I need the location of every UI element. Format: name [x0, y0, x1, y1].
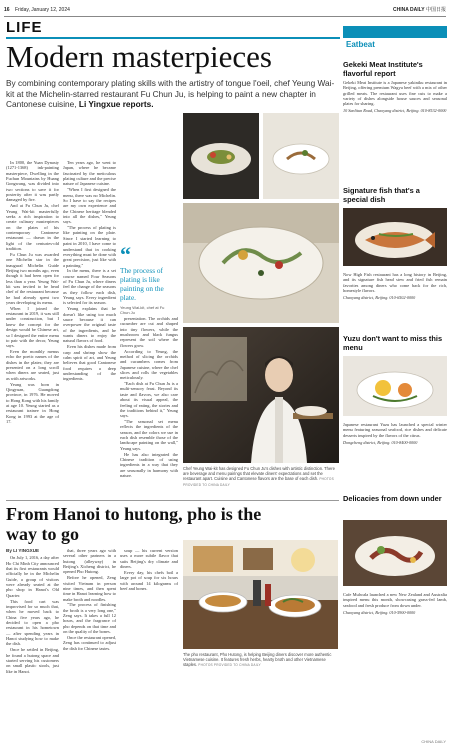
sidebar-item-address: Chaoyang district, Beijing. 010-5900-0000: [343, 609, 416, 615]
sidebar-item-title: Yuzu don't want to miss this menu: [343, 334, 443, 352]
sidebar-item-body: Gekeki Meat Institute is a Japanese yakiniku restaurant in Beijing, offering premium Wagyu beef with a mix of other grilled meats. The restaurant uses fine cuts to make a variety of dishes alongside house sauces and seasonal plates for sharing.: [343, 80, 447, 107]
article-standfirst: [6, 78, 336, 110]
sidebar-accent-bar: [343, 26, 447, 38]
sidebar-item-address: Dongcheng district, Beijing. 010-8400-0000: [343, 439, 418, 445]
sidebar-item-title: Delicacies from down under: [343, 494, 442, 503]
paragraph: In 1800, the Yuan Dynasty (1271-1368) ink-painting masterpiece, Dwelling in the Fuchun Mountains by Huang Gongwang, was divided into two sections to save it for posterity after it was partly damaged by fire.: [6, 160, 59, 203]
page-footer: CHINA DAILY: [421, 739, 446, 744]
article-column-1: [6, 160, 59, 498]
paragraph: On July 1, 2016, a day after Ho Chi Minh City announced that its first restaurants would officially be in the Michelin Guide, a group of visitors were already seated at the pho shop in Hanoi's Old Quarter.: [6, 555, 59, 598]
hanoi-byline: By LI YINGXUE: [6, 548, 40, 553]
page-info: [4, 7, 70, 13]
hanoi-column-3: [120, 548, 178, 738]
paragraph: "The process of finishing the broth is a very long one," Zeng says. It takes a full 12 hours, and the fragrance of pho depends on that time and on the quality of the bones.: [63, 602, 116, 635]
cafe-dish-photo: [343, 520, 447, 586]
sidebar-label: Eatbeat: [346, 40, 375, 49]
paragraph: Every day, his chefs boil a large pot of soup for six hours with around 14 kilograms of beef and bones.: [120, 569, 178, 591]
photo-credit: PHOTOS PROVIDED TO CHINA DAILY: [198, 663, 261, 668]
sidebar-item-title: Signature fish that's a special dish: [343, 186, 420, 204]
sidebar-item-address: 10 Sanlitun Road, Chaoyang district, Beijing. 010-8532-0000: [343, 108, 447, 114]
sidebar-item-details: [343, 590, 447, 615]
paragraph: presentation. The orchids and cucumber are cut and shaped into tiny flowers, while the mushroom and black fungus represent the soil where the flowers grow.: [120, 316, 178, 348]
sidebar-spacer: [343, 53, 447, 59]
paragraph: This food cart was improvised for so much that, when he moved back to China five years ago, he decided to open a pho restaurant in his hometown — after spending years in Hanoi studying how to make the dish.: [6, 598, 59, 647]
paragraph: Yeung was born in Qingyuan, Guangdong province, in 1976. He moved to Hong Kong with his family at age 10. Yeung started as a restaurant trainee in Hong Kong in 1993 at the age of 17.: [6, 381, 59, 424]
sidebar-item-body: Now High Fish restaurant has a long history in Beijing, and its signature fish head stew and fried fish remain favorites among diners who come back for the rich, homestyle flavors.: [343, 272, 447, 293]
quote-text: The process of plating is like painting on the plate.: [120, 266, 164, 302]
standfirst-text: By combining contemporary plating skills with the artistry of tongue l'oeil, chef Yeung Wai-kit at the Michelin-starred restaurant Fu Chun Ju, is helping to paint a new chapter in Cantonese cuisine,: [6, 78, 335, 109]
caption-text: The pho restaurant, Pho Hutong, is helping Beijing diners discover more authentic Vietnamese cuisine. It features fresh herbs, hearty broth and other Vietnamese staples.: [183, 652, 332, 668]
paragraph: that, three years ago with several other partners in a hutong (alleyway) in Beijing's Xicheng district, he opened Pho Hutong.: [63, 548, 116, 575]
article-column-3: [120, 316, 178, 498]
sidebar-item: [343, 334, 447, 352]
story-divider: [6, 500, 339, 501]
paragraph: And at Fu Chun Ju, chef Yeung Wai-kit masterfully seeks a rich inspiration to create culinary masterpieces on the plates of his contemporary Cantonese restaurant — drawn in the light of the centuries-old tradition.: [6, 203, 59, 251]
pho-restaurant-photo: [183, 540, 338, 649]
page-number: 16: [4, 6, 10, 13]
paragraph: Ten years ago, he went to Japan, where he became fascinated by the meticulous plating culture and the precise nature of Japanese cuisine.: [63, 160, 116, 187]
hanoi-column-2: [63, 548, 116, 738]
paragraph: "The process of plating is like painting on the plate. Since I started learning to paint in 2010, I have come to understand that in cooking everything must be done with great precision, just like with a painting.": [63, 225, 116, 268]
pull-quote: [120, 242, 175, 315]
paragraph: He has also integrated the Chinese tradition of using ingredients in a way that they are seasonally in harmony with nature.: [120, 451, 178, 478]
quote-mark-icon: “: [120, 242, 131, 267]
paragraph: Before he opened, Zeng visited Vietnam in person nine times, and then spent time in Hanoi learning how to make broth and noodles.: [63, 575, 116, 602]
photo-credit: PHOTOS PROVIDED TO CHINA DAILY: [183, 477, 334, 488]
sidebar-item-body: Japanese restaurant Yuzu has launched a special winter menu featuring seasonal seafood, rice dishes and delicate desserts inspired by the flavors of the citrus.: [343, 422, 447, 438]
brand-name-cn: 中国日报: [425, 7, 446, 13]
sidebar-item: [343, 494, 447, 503]
hanoi-headline: From Hanoi to hutong, pho is the way to go: [6, 504, 262, 544]
paragraph: "When I first designed the menu, there was no Michelin. So I have to say the recipes are my own experience and the Chinese heritage blended into all the dishes," Yeung says.: [63, 187, 116, 225]
paragraph: In the menu, there is a set course named Four Seasons of Fu Chun Ju, where diners feel the change of the seasons as they follow each dish, Yeung says. Every ingredient is selected for its season.: [63, 268, 116, 306]
paragraph: Fu Chun Ju was awarded one Michelin star in the inaugural Michelin Guide Beijing two months ago, even though it had been open for less than a year. Yeung Wai-kit was invited to be head chef of the restaurant because he had already spent two years developing its menu.: [6, 251, 59, 305]
sidebar-item: [343, 60, 447, 114]
paragraph: Yeung explains that he doesn't like using too much sauce because it can overpower the original taste of the ingredients, and he wants diners to enjoy the natural flavors of food.: [63, 306, 116, 344]
section-label: LIFE: [6, 19, 43, 36]
paragraph: Once the restaurant opened, Zeng has continued to adjust the dish for Chinese tastes.: [63, 635, 116, 651]
paragraph: "The seasonal set menu reflects the ingredients of the season, and the colors we use in each dish resemble those of the landscape painting on the wall," Yeung says.: [120, 419, 178, 451]
paragraph: When I joined the restaurant in 2019, it was still under construction, but I knew the concept for the design would be Chinese art, so I designed the entire menu to pair with the decor, Yeung says.: [6, 305, 59, 349]
page-header: [4, 3, 446, 17]
sidebar-item-title: Gekeki Meat Institute's flavorful report: [343, 60, 423, 78]
paragraph: "Each dish at Fu Chun Ju is a multi-sensory feast. Beyond its taste and flavors, we also care about its visual appeal, the feeling of eating, the stories and the traditions behind it," Yeung says.: [120, 381, 178, 419]
article-column-2: [63, 160, 116, 498]
caption-text: Chef Yeung Wai-kit has designed Fu Chun Ju's dishes with artistic distinction. There are beverage and menu pairings that elevate diners' expectations and set the restaurant apart. Cuisine and Cantonese flavors are the base of each dish.: [183, 466, 335, 482]
sidebar-item: [343, 186, 447, 204]
fish-dish-photo: [343, 208, 447, 266]
paragraph: soup — his current version uses a more subtle flavor that suits Beijing's dry climate and diners.: [120, 548, 178, 570]
brand-name: CHINA DAILY: [393, 7, 425, 13]
eatbeat-sidebar: [343, 26, 447, 738]
photo1-caption: [183, 466, 339, 488]
fish-dish-image: [343, 208, 447, 266]
standfirst-byline: Li Yingxue reports.: [78, 99, 154, 109]
cafe-dish-image: [343, 520, 447, 586]
paragraph: Even his dishes made from carp and shrimp show the calm spirit of art, and Yeung believes that good Cantonese food requires a deep understanding of the ingredients.: [63, 344, 116, 382]
sidebar-item-details: [343, 270, 447, 300]
photo-collage: [183, 113, 339, 463]
sidebar-item-details: [343, 420, 447, 445]
pho-photo-image: [183, 540, 338, 649]
sidebar-item-address: Chaoyang district, Beijing. 010-6502-0000: [343, 295, 416, 301]
paragraph: According to Yeung, the method of slicing the orchids and cucumbers comes from Japanese cuisine, where the chef slices and rolls the vegetables meticulously.: [120, 348, 178, 381]
photo2-caption: [183, 652, 338, 668]
chef-and-dishes-photo: [183, 113, 339, 463]
paragraph: Even the monthly menus echo the poetic names of the dishes in the plates; they are presented on a long scroll when diners are seated, just as with artworks.: [6, 349, 59, 381]
quote-attribution: Yeung Wai-kit, chef at Fu Chun Ju: [120, 305, 165, 315]
yuzu-dish-photo: [343, 356, 447, 416]
hanoi-column-1: [6, 548, 59, 738]
sidebar-item-body: Cafe Mulwala launched a new New Zealand and Australia inspired menu this month, showcasing grass-fed lamb, seafood and fresh produce from down under.: [343, 592, 447, 608]
page-date: Friday, January 12, 2024: [14, 6, 70, 13]
yuzu-dish-image: [343, 356, 447, 416]
article-headline: Modern masterpieces: [6, 39, 272, 74]
masthead: [393, 6, 446, 13]
paragraph: Once he settled in Beijing, he found a hutong space and started serving his customers on small plastic stools, just like in Hanoi.: [6, 647, 59, 674]
